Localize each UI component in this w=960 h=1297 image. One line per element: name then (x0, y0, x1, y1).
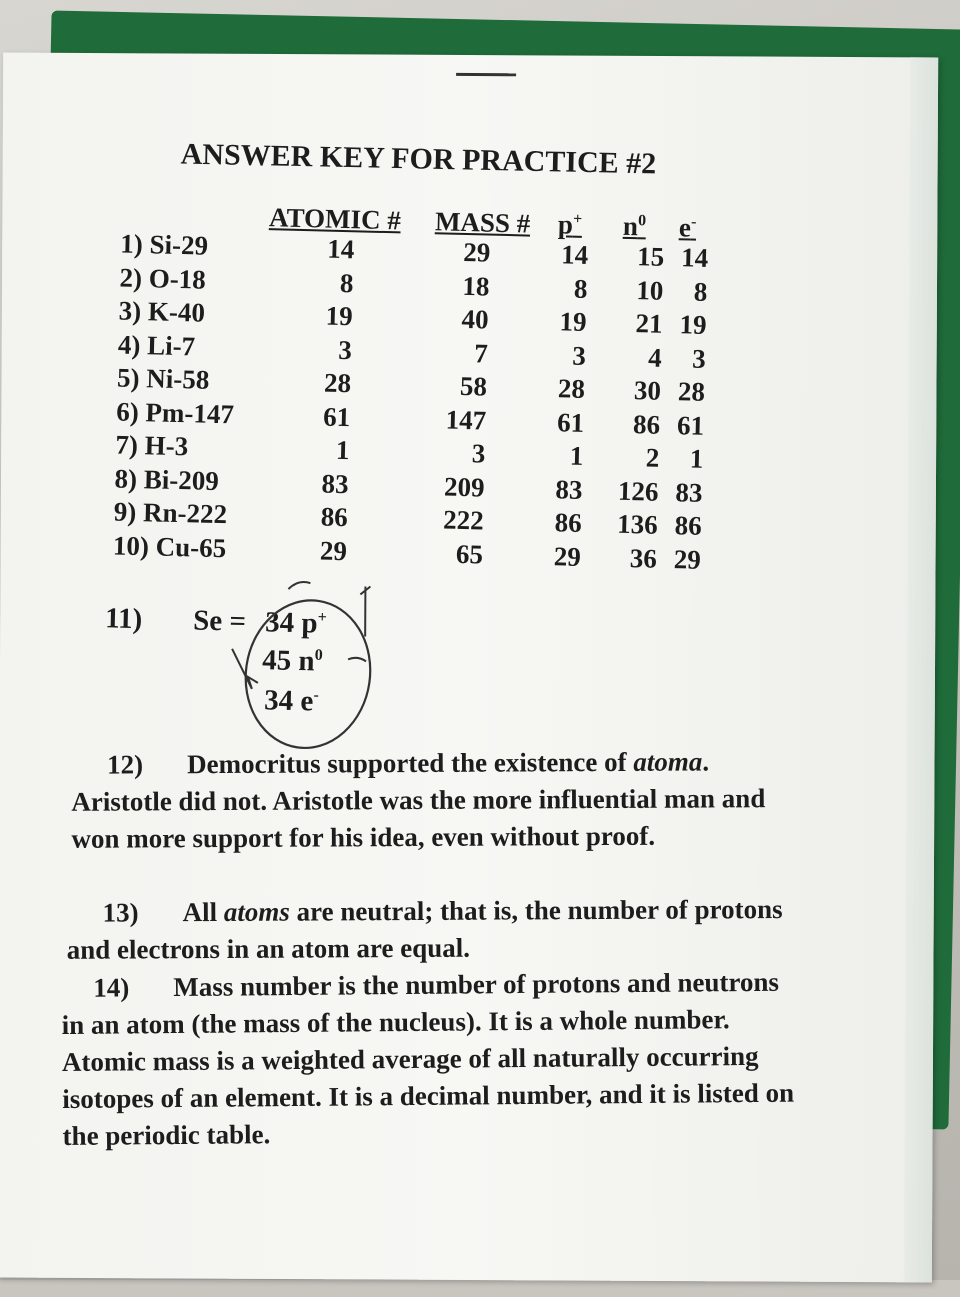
row-4-p: 3 (571, 340, 587, 371)
header-electrons: e- (678, 212, 697, 243)
row-3-atomic: 19 (325, 300, 354, 332)
row-8-atomic: 83 (321, 468, 349, 499)
q14-number: 14) (93, 972, 130, 1003)
row-9-e: 86 (674, 510, 703, 541)
row-7-p: 1 (569, 440, 584, 471)
row-3-e: 19 (679, 309, 707, 340)
row-6-atomic: 61 (322, 401, 351, 432)
row-10-atomic: 29 (319, 535, 348, 566)
row-1-n: 15 (636, 241, 665, 272)
row-5-mass: 58 (459, 370, 488, 402)
row-9-mass: 222 (442, 504, 485, 536)
row-5-p: 28 (557, 373, 586, 404)
row-10-e: 29 (673, 543, 702, 575)
row-10-p: 29 (553, 540, 582, 572)
row-2-label: 2) O-18 (119, 262, 207, 295)
row-5-atomic: 28 (323, 367, 352, 399)
row-6-mass: 147 (445, 404, 487, 436)
row-3-p: 19 (559, 306, 587, 337)
row-2-p: 8 (573, 273, 588, 304)
q13-number: 13) (102, 897, 139, 928)
row-6-p: 61 (556, 406, 585, 438)
row-8-n: 126 (617, 475, 659, 507)
answer-key-sheet (0, 53, 938, 1283)
row-8-e: 83 (675, 476, 703, 508)
row-7-n: 2 (645, 442, 660, 473)
row-4-label: 4) Li-7 (117, 329, 196, 361)
row-10-mass: 65 (455, 538, 484, 570)
row-3-n: 21 (635, 308, 663, 339)
row-1-label: 1) Si-29 (120, 228, 209, 261)
row-9-p: 86 (554, 507, 583, 538)
row-2-atomic: 8 (339, 267, 354, 298)
q11-element: Se = (192, 604, 247, 638)
row-1-atomic: 14 (326, 233, 355, 265)
header-protons: p+ (557, 209, 583, 240)
row-7-label: 7) H-3 (115, 429, 189, 462)
row-7-e: 1 (689, 443, 704, 474)
row-2-e: 8 (693, 276, 708, 307)
row-4-atomic: 3 (338, 334, 353, 365)
row-2-mass: 18 (462, 270, 490, 302)
row-6-n: 86 (632, 408, 661, 440)
q13-paragraph: 13) All atoms are neutral; that is, the number of protons and electrons in an atom are equal. (66, 894, 783, 965)
row-1-mass: 29 (462, 236, 491, 268)
header-neutrons: $n^0$ (622, 210, 647, 242)
header-atomic-number: ATOMIC # (268, 202, 402, 236)
row-4-mass: 7 (473, 337, 489, 369)
q14-paragraph: 14) Mass number is the number of protons and neutrons in an atom (the mass of the nucleus). It is a whole number. Atomic mass is a weighted average of all naturally occurring isotopes of an element. It is a decimal number, and it is listed on the periodic table. (61, 966, 795, 1152)
row-9-atomic: 86 (320, 501, 349, 533)
q11-protons: 34 p+ (264, 606, 328, 640)
row-6-e: 61 (676, 409, 705, 441)
q12-number: 12) (107, 749, 144, 780)
row-7-mass: 3 (471, 438, 486, 469)
row-1-e: 14 (680, 242, 709, 273)
q12-paragraph: 12) Democritus supported the existence of atoma. Aristotle did not. Aristotle was the more influential man and won more support for his idea, even without proof. (71, 746, 766, 854)
q11-electrons: 34 e- (263, 684, 320, 718)
row-9-n: 136 (616, 508, 659, 540)
row-8-label: 8) Bi-209 (114, 462, 220, 496)
row-7-atomic: 1 (335, 434, 350, 466)
row-1-p: 14 (560, 239, 589, 270)
row-6-label: 6) Pm-147 (115, 396, 235, 429)
row-9-label: 9) Rn-222 (113, 496, 228, 530)
row-10-n: 36 (629, 542, 658, 574)
row-8-p: 83 (555, 473, 583, 505)
q11-neutrons: 45 $n^0$ (261, 644, 323, 678)
row-3-mass: 40 (461, 303, 490, 335)
row-10-label: 10) Cu-65 (112, 529, 227, 563)
row-3-label: 3) K-40 (118, 295, 206, 328)
page-title: ANSWER KEY FOR PRACTICE #2 (180, 137, 657, 181)
row-2-n: 10 (636, 274, 664, 306)
row-4-n: 4 (647, 341, 663, 373)
row-8-mass: 209 (443, 471, 485, 503)
header-mass-number: MASS # (434, 206, 531, 239)
row-5-label: 5) Ni-58 (116, 362, 210, 395)
row-5-e: 28 (677, 376, 706, 407)
q11-number: 11) (104, 602, 143, 636)
row-5-n: 30 (633, 375, 662, 406)
row-4-e: 3 (691, 343, 707, 374)
